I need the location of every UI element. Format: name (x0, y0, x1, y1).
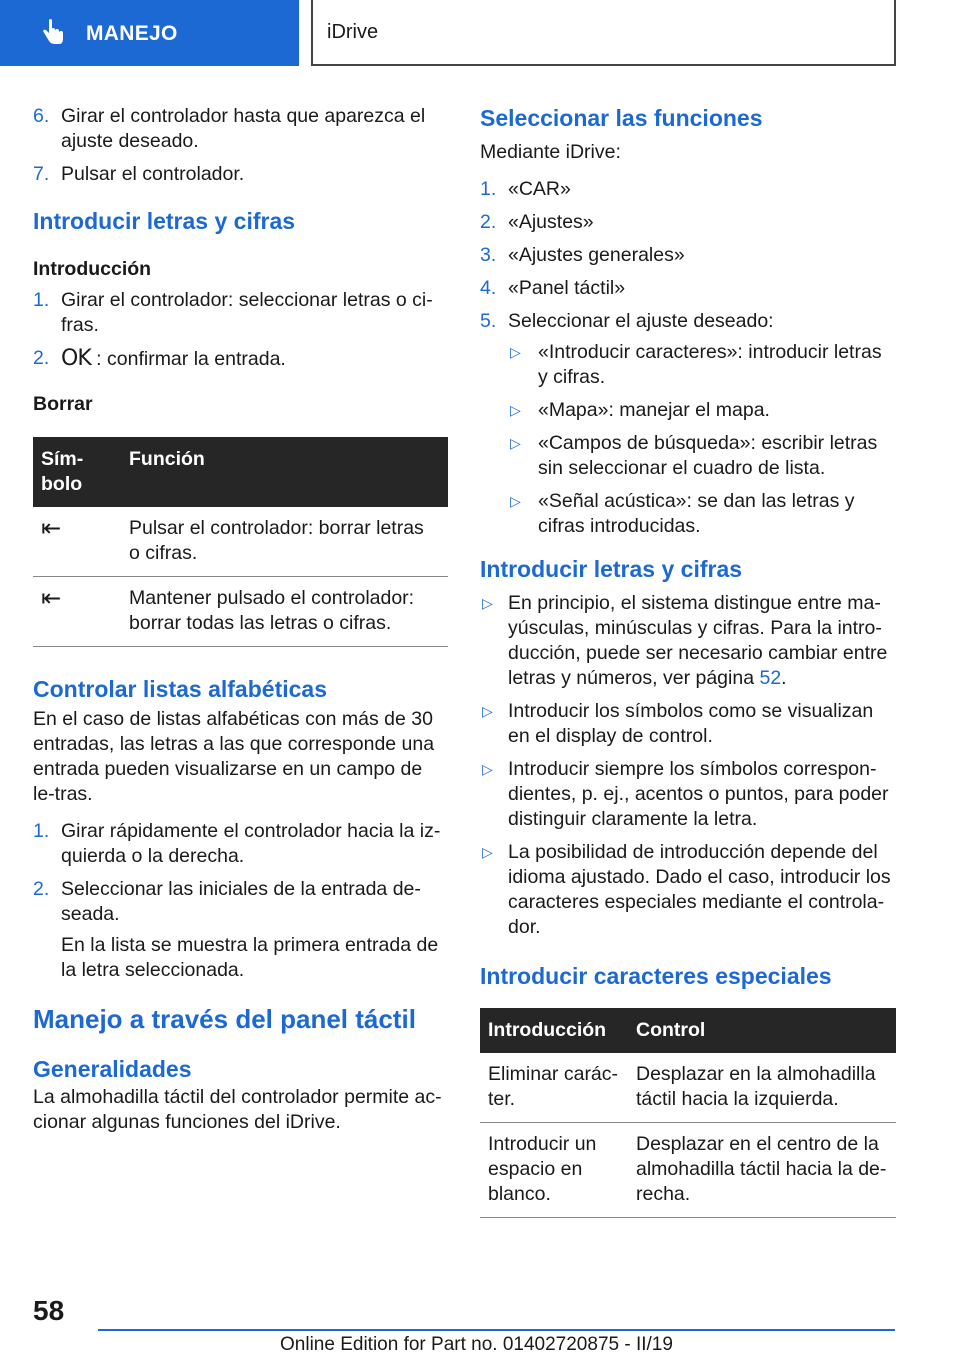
bullet-icon: ▷ (482, 703, 493, 719)
list-item: ▷ En principio, el sistema distingue entre ma-yúsculas, minúsculas y cifras. Para la intro-ducción, puede ser necesario cambiar entre letras y números, ver página 52. (482, 592, 888, 689)
bullet-icon: ▷ (482, 844, 493, 860)
list-item: 1. «CAR» (480, 178, 571, 200)
table-row: ⇤ Pulsar el controlador: borrar letras o cifras. (33, 507, 448, 577)
table-row: ⇤ Mantener pulsado el controlador: borrar todas las letras o cifras. (33, 577, 448, 647)
select-steps (480, 177, 896, 539)
list-item: ▷ «Campos de búsqueda»: escribir letras sin seleccionar el cuadro de lista. (510, 432, 878, 479)
borrar-table (33, 437, 448, 647)
list-item: ▷ Introducir siempre los símbolos correspon-dientes, p. ej., acentos o puntos, para poder distinguir claramente la letra. (482, 758, 889, 830)
heading-panel-tactil: Manejo a través del panel táctil (33, 1004, 416, 1034)
step-note: En la lista se muestra la primera entrada de la letra seleccionada. (61, 934, 439, 981)
page-link[interactable]: 52 (759, 667, 782, 689)
backspace-icon: ⇤ (33, 577, 121, 647)
left-column (33, 104, 448, 1135)
paragraph-mediante: Mediante iDrive: (480, 141, 621, 163)
heading-controlar-listas: Controlar listas alfabéticas (33, 676, 327, 702)
hand-touch-icon (38, 18, 68, 48)
chapter-tab (311, 0, 896, 66)
lists-steps (33, 819, 448, 983)
table-row: Eliminar carác-ter. Desplazar en la almohadilla táctil hacia la izquierda. (480, 1053, 896, 1123)
letters-bullets (480, 591, 896, 940)
bullet-icon: ▷ (510, 493, 521, 509)
subheading-borrar: Borrar (33, 393, 93, 415)
list-item: 2. Seleccionar las iniciales de la entrada de-seada. En la lista se muestra la primera entrada de la letra seleccionada. (33, 877, 448, 983)
list-item: ▷ La posibilidad de introducción depende del idioma ajustado. Dado el caso, introducir los caracteres especiales mediante el controla-dor. (482, 841, 891, 938)
list-item: ▷ «Mapa»: manejar el mapa. (510, 399, 770, 421)
select-sub-list (508, 340, 896, 539)
table-row: Introducir un espacio en blanco. Desplazar en el centro de la almohadilla táctil hacia la de-recha. (480, 1123, 896, 1218)
list-item: 7. Pulsar el controlador. (33, 163, 245, 185)
special-chars-table (480, 1008, 896, 1218)
bullet-icon: ▷ (510, 435, 521, 451)
paragraph-generalidades: La almohadilla táctil del controlador permite ac-cionar algunas funciones del iDrive. (33, 1086, 442, 1133)
table-header-simbolo: Sím-bolo (33, 437, 121, 507)
paragraph-listas: En el caso de listas alfabéticas con más de 30 entradas, las letras a las que corresponde una entrada pueden visualizarse en un campo de le-tras. (33, 708, 435, 805)
heading-introducir-letras-right: Introducir letras y cifras (480, 556, 743, 582)
subheading-introduccion: Introducción (33, 258, 152, 280)
section-title: MANEJO (86, 21, 178, 45)
list-item: 1. Girar rápidamente el controlador hacia la iz-quierda o la derecha. (33, 820, 441, 867)
heading-caracteres-especiales: Introducir caracteres especiales (480, 963, 832, 989)
table-header-funcion: Función (121, 437, 448, 507)
heading-generalidades: Generalidades (33, 1056, 192, 1082)
chapter-title: iDrive (327, 20, 379, 43)
ok-symbol-icon: OK (61, 346, 91, 371)
list-item: 1. Girar el controlador: seleccionar letras o ci-fras. (33, 289, 433, 336)
heading-seleccionar-funciones: Seleccionar las funciones (480, 105, 763, 131)
list-item: 4. «Panel táctil» (480, 277, 626, 299)
table-header-introduccion: Introducción (480, 1008, 628, 1053)
bullet-icon: ▷ (482, 761, 493, 777)
list-item: 2. «Ajustes» (480, 211, 594, 233)
bullet-icon: ▷ (510, 344, 521, 360)
list-item: ▷ Introducir los símbolos como se visualizan en el display de control. (482, 700, 874, 747)
heading-introducir-letras: Introducir letras y cifras (33, 208, 296, 234)
backspace-icon: ⇤ (33, 507, 121, 577)
right-column (480, 104, 896, 1218)
intro-steps (33, 288, 448, 372)
bullet-icon: ▷ (482, 595, 493, 611)
steps-top (33, 104, 448, 187)
list-item: 2. OK : confirmar la entrada. (33, 346, 286, 371)
table-header-control: Control (628, 1008, 896, 1053)
list-item: ▷ «Señal acústica»: se dan las letras y cifras introducidas. (510, 490, 855, 537)
list-item: ▷ «Introducir caracteres»: introducir letras y cifras. (510, 341, 882, 388)
footer-divider (98, 1329, 895, 1331)
list-item: 5. Seleccionar el ajuste deseado: ▷ «Introducir caracteres»: introducir letras y cifras. ▷ «Mapa»: manejar el mapa. ▷ «Campos de búsqueda»: escribir letras sin seleccionar el cuadro de lista. ▷ «Señal acústica»: se dan las letras y cifras introducidas. (480, 309, 896, 539)
bullet-icon: ▷ (510, 402, 521, 418)
list-item: 6. Girar el controlador hasta que aparezca el ajuste deseado. (33, 105, 426, 152)
footer-edition: Online Edition for Part no. 01402720875 - II/19 (280, 1334, 673, 1355)
list-item: 3. «Ajustes generales» (480, 244, 685, 266)
page-number: 58 (33, 1295, 65, 1326)
section-tab (0, 0, 299, 66)
